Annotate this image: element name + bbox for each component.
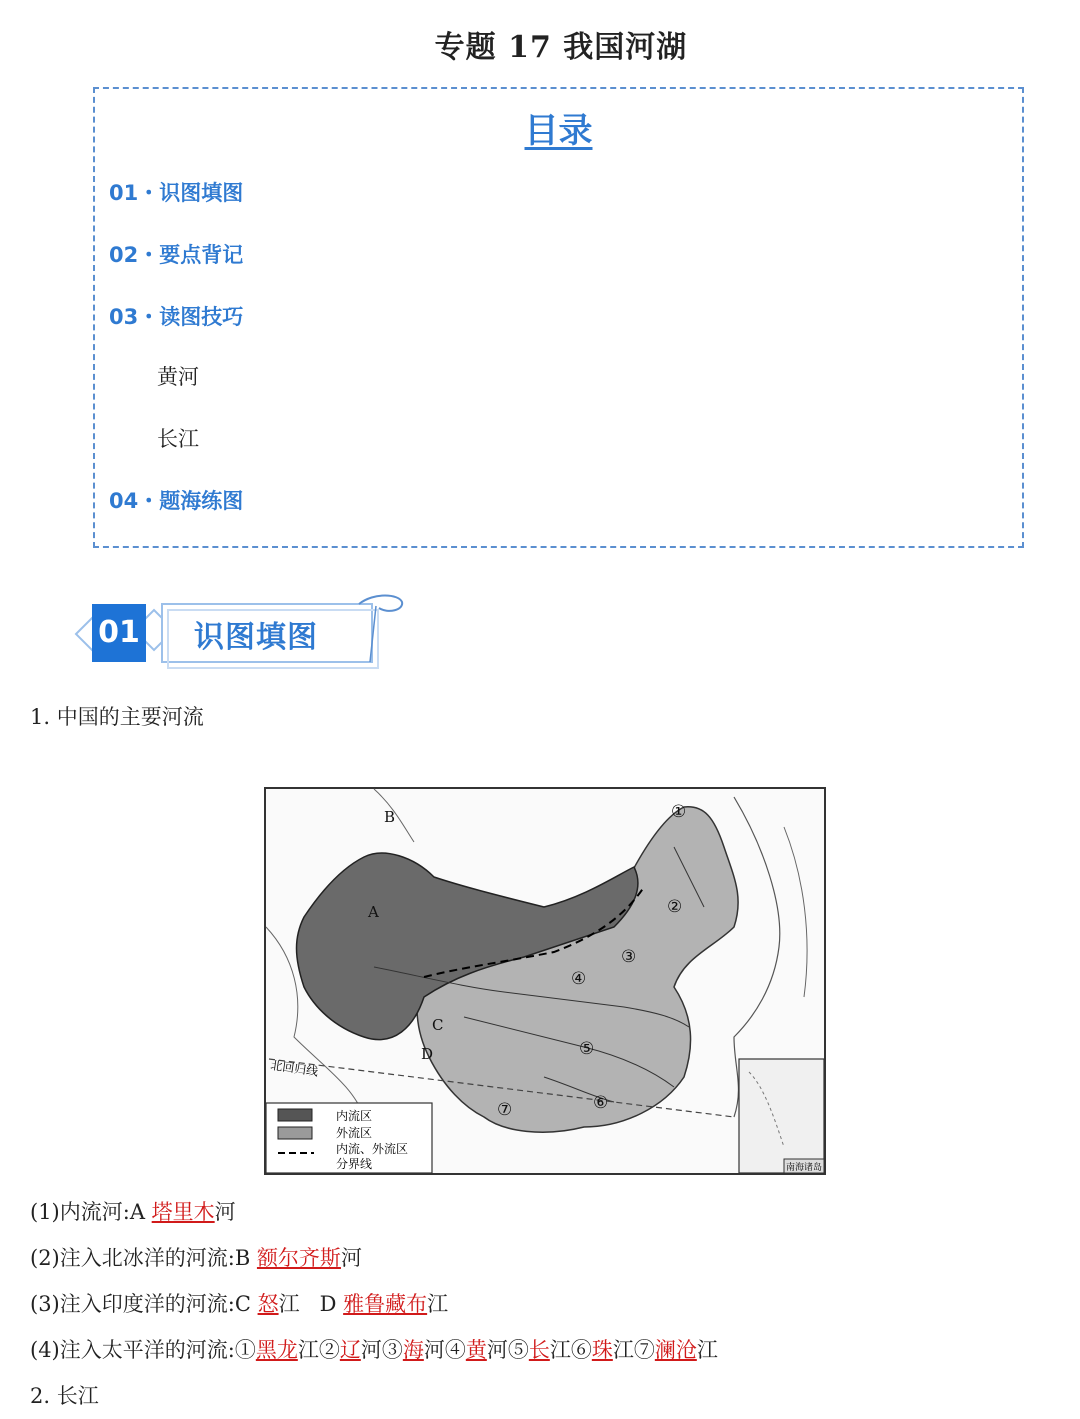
answer-4-suffix: 河 bbox=[360, 1338, 382, 1362]
page-title: 专题 17 我国河湖 bbox=[434, 30, 688, 65]
question-2-heading: 2. 长江 bbox=[30, 1384, 99, 1408]
toc-item-04[interactable]: 04・题海练图 bbox=[109, 489, 244, 513]
answer-4-suffix: 江 bbox=[696, 1338, 718, 1362]
answer-4-blank: 珠 bbox=[591, 1338, 613, 1362]
answer-line-1 bbox=[30, 1196, 236, 1226]
section-number: 01 bbox=[92, 604, 146, 662]
answer-line-2 bbox=[30, 1242, 362, 1272]
section-title: 识图填图 bbox=[194, 620, 318, 655]
legend-boundary-2: 分界线 bbox=[336, 1157, 373, 1171]
china-rivers-map bbox=[264, 787, 826, 1175]
map-legend bbox=[266, 1103, 432, 1173]
answer-4-item bbox=[445, 1338, 508, 1362]
legend-inland: 内流区 bbox=[336, 1109, 373, 1123]
map-number-6: ⑥ bbox=[593, 1093, 609, 1113]
answer-4-number: ⑤ bbox=[507, 1338, 529, 1362]
map-label-d: D bbox=[421, 1045, 434, 1063]
answer-4-number: ⑥ bbox=[570, 1338, 592, 1362]
answer-4-prefix: (4)注入太平洋的河流: bbox=[30, 1338, 235, 1362]
answer-4-number: ⑦ bbox=[633, 1338, 655, 1362]
answer-4-item bbox=[382, 1338, 445, 1362]
answer-1-suffix: 河 bbox=[214, 1200, 236, 1224]
answer-2-prefix: (2)注入北冰洋的河流:B bbox=[30, 1246, 257, 1270]
answer-4-suffix: 河 bbox=[423, 1338, 445, 1362]
answer-4-suffix: 河 bbox=[486, 1338, 508, 1362]
answer-3-blank-c: 怒 bbox=[257, 1292, 279, 1316]
inset-label: 南海诸岛 bbox=[786, 1163, 823, 1173]
toc-item-01[interactable]: 01・识图填图 bbox=[109, 181, 244, 205]
answer-2-suffix: 河 bbox=[340, 1246, 362, 1270]
answer-line-4 bbox=[30, 1334, 718, 1364]
map-number-7: ⑦ bbox=[497, 1100, 513, 1120]
answer-4-item bbox=[319, 1338, 382, 1362]
toc-subitem-yellow-river[interactable]: 黄河 bbox=[157, 365, 199, 389]
answer-4-blank: 澜沧 bbox=[654, 1338, 697, 1362]
map-number-4: ④ bbox=[571, 969, 587, 989]
answer-4-blank: 黄 bbox=[465, 1338, 487, 1362]
answer-4-item bbox=[571, 1338, 634, 1362]
toc-item-03[interactable]: 03・读图技巧 bbox=[109, 305, 244, 329]
answer-4-number: ④ bbox=[444, 1338, 466, 1362]
toc-subitem-yangtze[interactable]: 长江 bbox=[157, 427, 199, 451]
answer-4-item bbox=[508, 1338, 571, 1362]
answer-line-3 bbox=[30, 1288, 448, 1318]
legend-outflow: 外流区 bbox=[336, 1126, 373, 1140]
answer-4-blank: 辽 bbox=[339, 1338, 361, 1362]
answer-1-prefix: (1)内流河:A bbox=[30, 1200, 152, 1224]
answer-4-number: ③ bbox=[381, 1338, 403, 1362]
answer-4-blank: 黑龙 bbox=[255, 1338, 298, 1362]
answer-4-number: ② bbox=[318, 1338, 340, 1362]
answer-4-item bbox=[634, 1338, 718, 1362]
answer-3-middle: 江 D bbox=[278, 1292, 344, 1316]
answer-2-blank: 额尔齐斯 bbox=[256, 1246, 341, 1270]
toc-heading: 目录 bbox=[524, 111, 593, 151]
answer-3-blank-d: 雅鲁藏布 bbox=[343, 1292, 428, 1316]
table-of-contents bbox=[93, 87, 1024, 548]
tropic-label: 北回归线 bbox=[269, 1058, 320, 1079]
map-number-5: ⑤ bbox=[579, 1039, 595, 1059]
legend-boundary-1: 内流、外流区 bbox=[336, 1142, 409, 1156]
answer-4-suffix: 江 bbox=[612, 1338, 634, 1362]
answer-4-suffix: 江 bbox=[549, 1338, 571, 1362]
answer-4-number: ① bbox=[234, 1338, 256, 1362]
map-number-3: ③ bbox=[621, 947, 637, 967]
answer-3-suffix: 江 bbox=[427, 1292, 449, 1316]
map-label-c: C bbox=[432, 1016, 444, 1034]
south-china-sea-inset bbox=[739, 1059, 824, 1173]
answer-4-item bbox=[235, 1338, 319, 1362]
toc-item-02[interactable]: 02・要点背记 bbox=[109, 243, 244, 267]
map-number-2: ② bbox=[667, 897, 683, 917]
answer-1-blank: 塔里木 bbox=[151, 1200, 215, 1224]
answer-4-blank: 长 bbox=[528, 1338, 550, 1362]
answer-3-prefix: (3)注入印度洋的河流:C bbox=[30, 1292, 258, 1316]
answer-4-blank: 海 bbox=[402, 1338, 424, 1362]
map-label-b: B bbox=[384, 808, 396, 826]
question-1-heading: 1. 中国的主要河流 bbox=[30, 705, 204, 729]
map-number-1: ① bbox=[671, 802, 687, 822]
answer-4-suffix: 江 bbox=[297, 1338, 319, 1362]
map-label-a: A bbox=[368, 903, 379, 921]
